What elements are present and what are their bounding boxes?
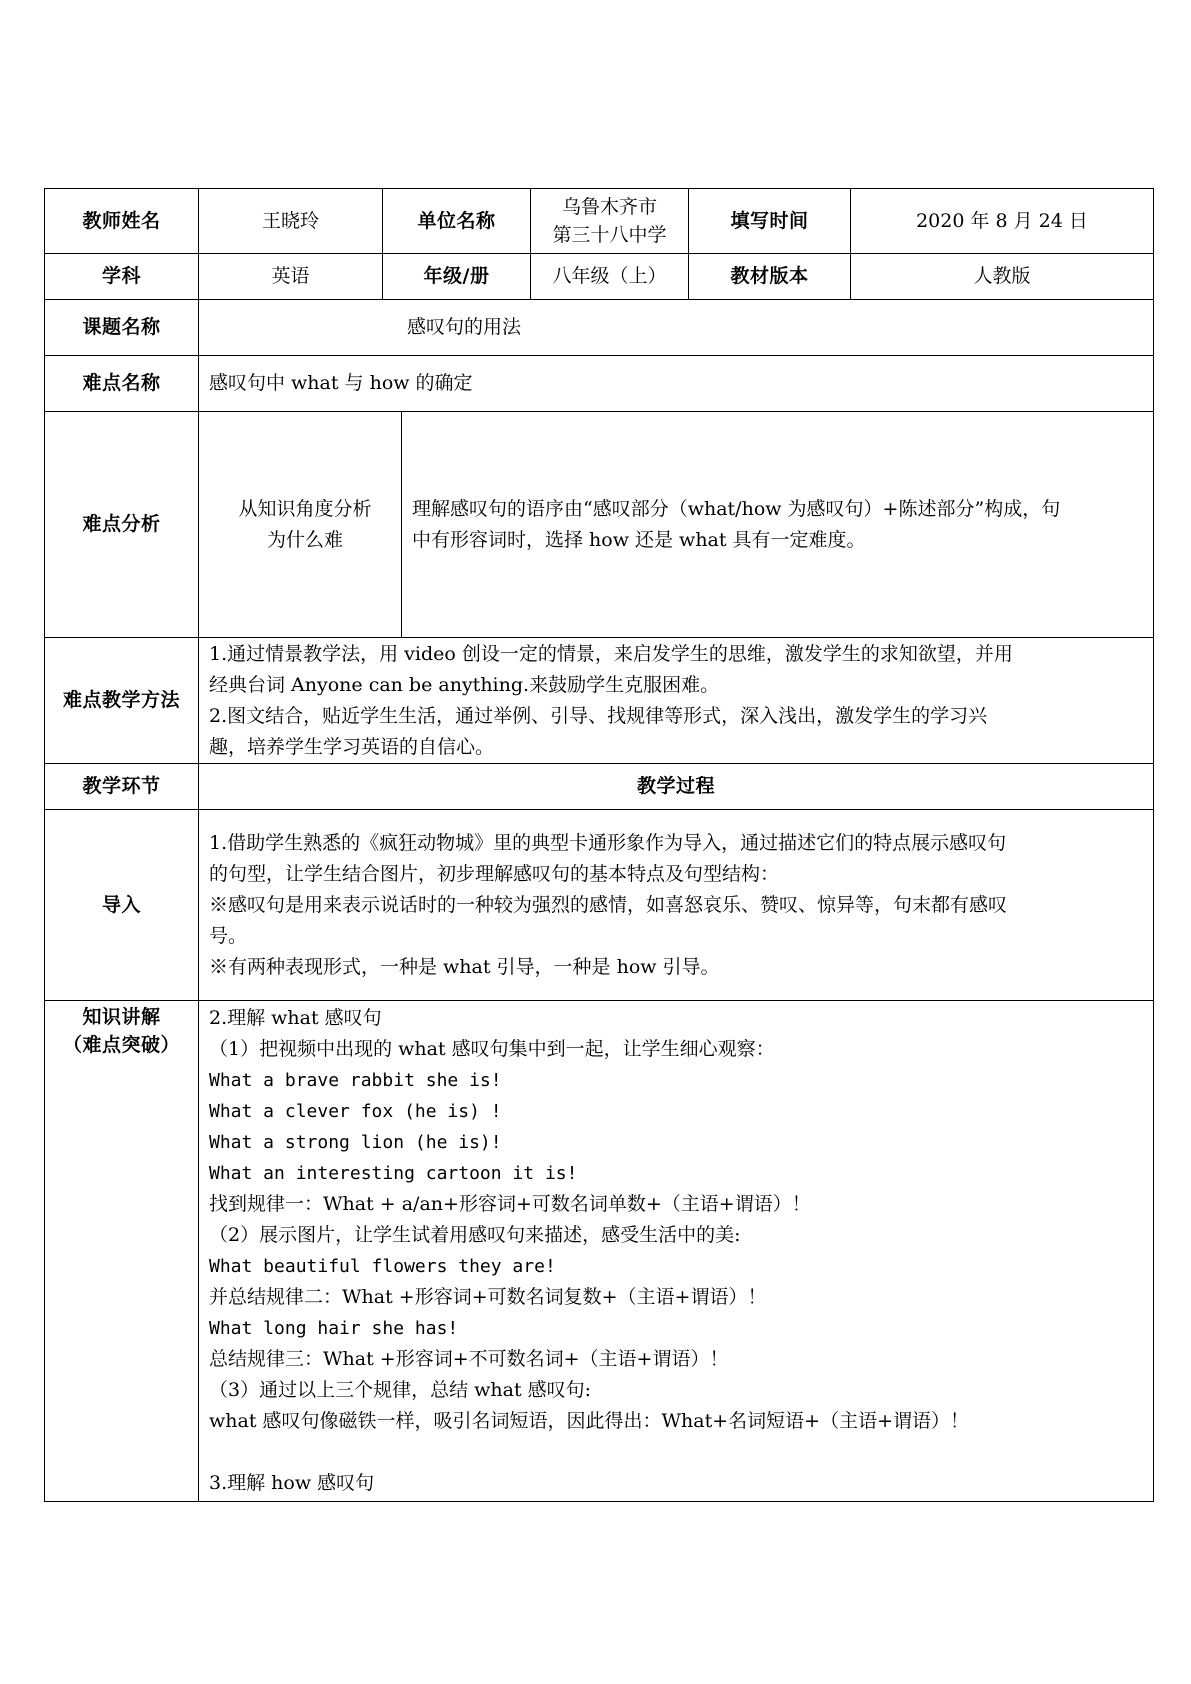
- methods-label: 难点教学方法: [45, 638, 199, 764]
- intro-row: [45, 810, 1154, 1001]
- unit-value-line1: 乌鲁木齐市: [561, 196, 657, 218]
- example-sentence: What a brave rabbit she is!: [209, 1070, 502, 1091]
- example-sentence: What an interesting cartoon it is!: [209, 1163, 578, 1184]
- date-label: 填写时间: [689, 189, 851, 254]
- intro-label: 导入: [45, 810, 199, 1001]
- info-row-1: [45, 189, 1154, 254]
- knowledge-content: [199, 1001, 1154, 1502]
- methods-line: 1.通过情景教学法，用 video 创设一定的情景，来启发学生的思维，激发学生的求知欲望，并用: [209, 642, 1013, 665]
- unit-value-line2: 第三十八中学: [552, 224, 667, 246]
- analysis-sub-label: [209, 412, 402, 637]
- methods-line: 2.图文结合，贴近学生生活，通过举例、引导、找规律等形式，深入浅出，激发学生的学习兴: [209, 704, 988, 727]
- info-row-2: [45, 254, 1154, 300]
- knowledge-line: what 感叹句像磁铁一样，吸引名词短语，因此得出：What+名词短语+（主语+谓语）！: [209, 1410, 969, 1432]
- methods-line: 趣，培养学生学习英语的自信心。: [209, 735, 495, 758]
- knowledge-line: 并总结规律二：What +形容词+可数名词复数+（主语+谓语）！: [209, 1286, 767, 1308]
- edition-value: 人教版: [851, 254, 1154, 300]
- date-value: 2020 年 8 月 24 日: [851, 189, 1154, 254]
- methods-line: 经典台词 Anyone can be anything.来鼓励学生克服困难。: [209, 673, 720, 696]
- edition-label: 教材版本: [689, 254, 851, 300]
- analysis-sub-label-line2: 为什么难: [266, 528, 343, 551]
- topic-label: 课题名称: [45, 300, 199, 356]
- subject-label: 学科: [45, 254, 199, 300]
- subject-value: 英语: [199, 254, 383, 300]
- example-sentence: What a clever fox (he is) !: [209, 1101, 502, 1122]
- grade-value: 八年级（上）: [531, 254, 689, 300]
- knowledge-label: [45, 1001, 199, 1502]
- analysis-content: [402, 412, 1143, 637]
- example-sentence: What beautiful flowers they are!: [209, 1256, 556, 1277]
- methods-row: [45, 638, 1154, 764]
- analysis-row: [45, 412, 1154, 638]
- analysis-sub-label-line1: 从知识角度分析: [238, 497, 372, 520]
- knowledge-line: （3）通过以上三个规律，总结 what 感叹句:: [209, 1379, 592, 1401]
- topic-value: [199, 300, 1154, 356]
- knowledge-row: [45, 1001, 1154, 1502]
- lesson-plan-table: [44, 188, 1154, 1502]
- teacher-value: 王晓玲: [199, 189, 383, 254]
- intro-line: ※感叹句是用来表示说话时的一种较为强烈的感情，如喜怒哀乐、赞叹、惊异等，句末都有感叹: [209, 893, 1008, 916]
- knowledge-line: （2）展示图片，让学生试着用感叹句来描述，感受生活中的美:: [209, 1224, 741, 1246]
- stage-header: 教学环节: [45, 764, 199, 810]
- example-sentence: What a strong lion (he is)!: [209, 1132, 502, 1153]
- grade-label: 年级/册: [383, 254, 531, 300]
- intro-line: 1.借助学生熟悉的《疯狂动物城》里的典型卡通形象作为导入，通过描述它们的特点展示感叹句: [209, 831, 1007, 854]
- intro-line: 号。: [209, 924, 248, 947]
- unit-label: 单位名称: [383, 189, 531, 254]
- difficulty-label: 难点名称: [45, 356, 199, 412]
- knowledge-line: 总结规律三：What +形容词+不可数名词+（主语+谓语）！: [209, 1348, 729, 1370]
- topic-row: [45, 300, 1154, 356]
- lesson-plan-sheet: [44, 188, 1153, 1502]
- process-header: 教学过程: [199, 764, 1154, 810]
- intro-line: 的句型，让学生结合图片，初步理解感叹句的基本特点及句型结构：: [209, 862, 780, 885]
- intro-content: [199, 810, 1154, 1001]
- example-sentence: What long hair she has!: [209, 1318, 459, 1339]
- knowledge-line-blank: [209, 1437, 1143, 1468]
- teacher-label: 教师姓名: [45, 189, 199, 254]
- methods-content: [199, 638, 1154, 764]
- intro-line: ※有两种表现形式，一种是 what 引导，一种是 how 引导。: [209, 955, 720, 978]
- knowledge-line: 3.理解 how 感叹句: [209, 1472, 375, 1494]
- knowledge-line: 2.理解 what 感叹句: [209, 1007, 382, 1029]
- knowledge-label-line1: 知识讲解: [82, 1006, 161, 1028]
- topic-value-text: 感叹句的用法: [407, 316, 522, 338]
- knowledge-label-line2: （难点突破）: [62, 1034, 180, 1056]
- analysis-label: 难点分析: [45, 412, 199, 638]
- knowledge-line: （1）把视频中出现的 what 感叹句集中到一起，让学生细心观察：: [209, 1038, 775, 1060]
- process-header-row: [45, 764, 1154, 810]
- analysis-cell: [199, 412, 1154, 638]
- knowledge-line: 找到规律一：What + a/an+形容词+可数名词单数+（主语+谓语）！: [209, 1193, 811, 1215]
- difficulty-row: [45, 356, 1154, 412]
- analysis-inner: [209, 412, 1143, 637]
- analysis-content-line1: 理解感叹句的语序由“感叹部分（what/how 为感叹句）+陈述部分”构成，句: [412, 498, 1061, 520]
- unit-value: [531, 189, 689, 254]
- analysis-content-line2: 中有形容词时，选择 how 还是 what 具有一定难度。: [412, 529, 866, 551]
- difficulty-value: 感叹句中 what 与 how 的确定: [199, 356, 1154, 412]
